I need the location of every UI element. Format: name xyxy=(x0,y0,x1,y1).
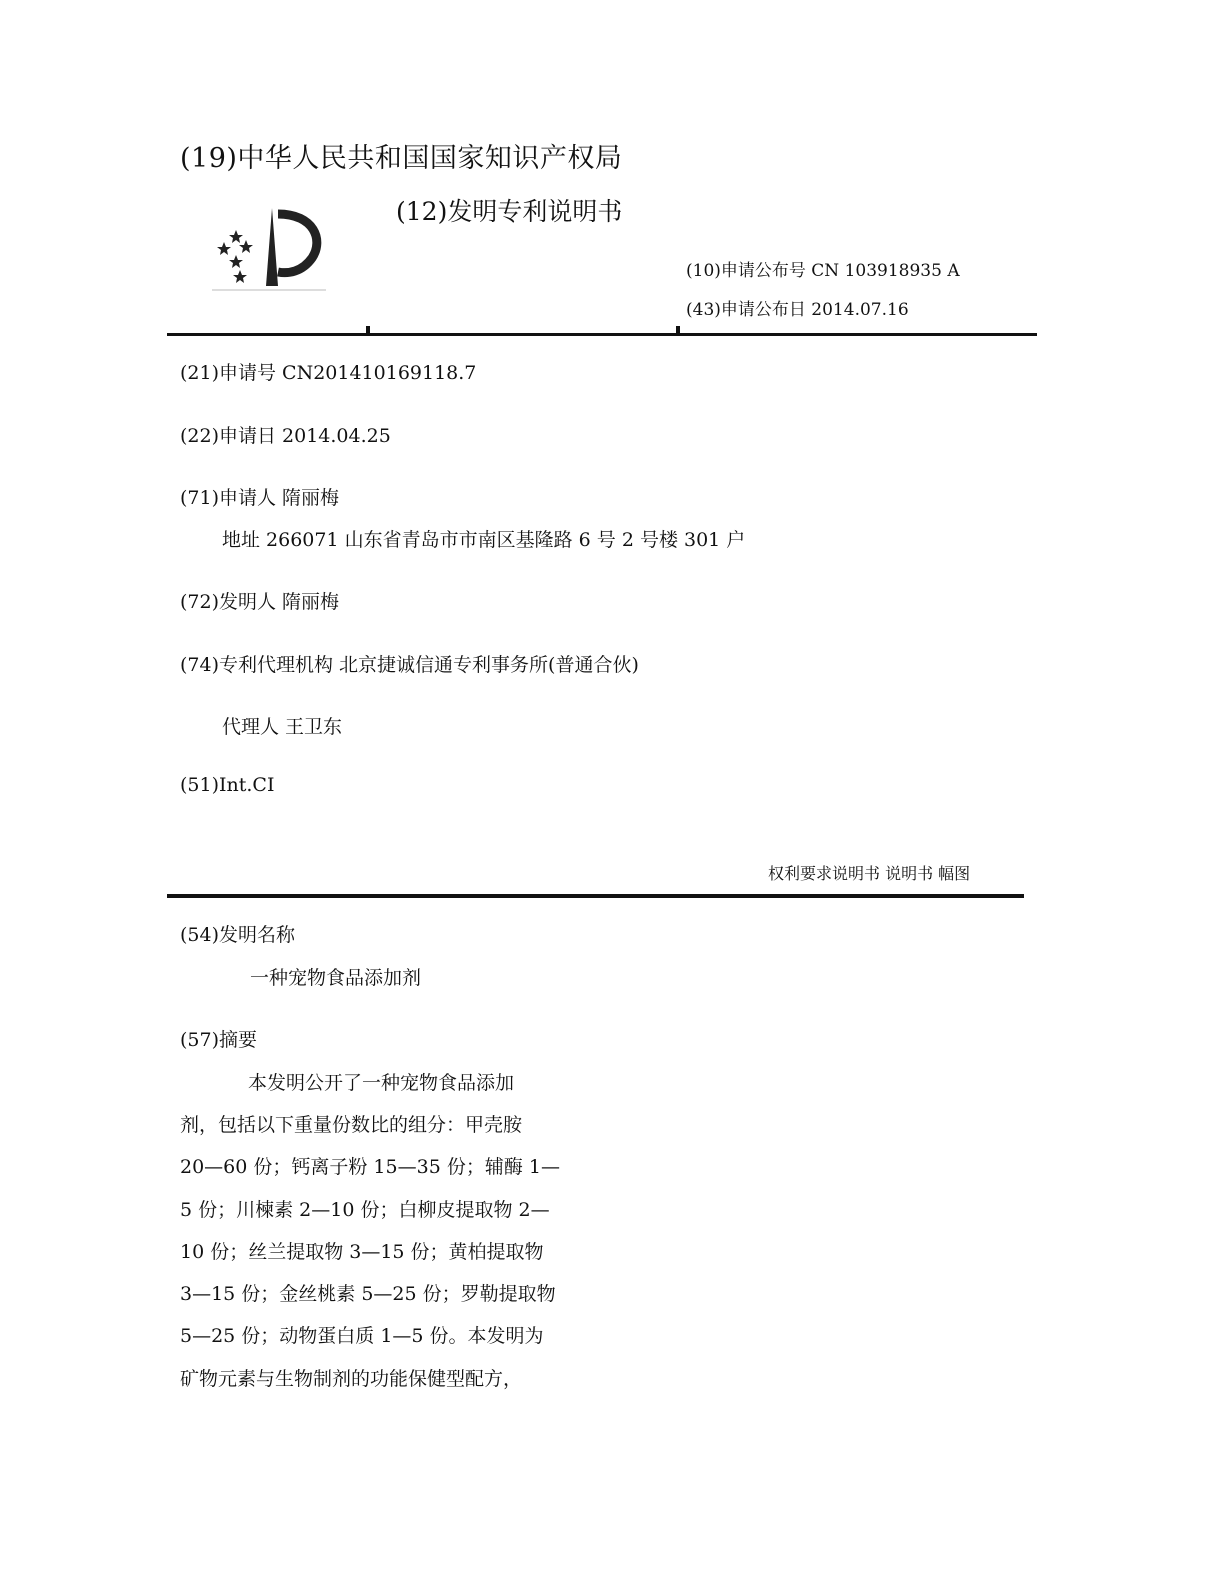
abstract-label: (57)摘要 xyxy=(180,1029,258,1051)
int-classification: (51)Int.CI xyxy=(180,774,275,796)
patent-agent: 代理人 王卫东 xyxy=(222,716,343,738)
patent-agency: (74)专利代理机构 北京捷诚信通专利事务所(普通合伙) xyxy=(180,654,639,676)
invention-title: 一种宠物食品添加剂 xyxy=(250,967,422,989)
divider-tick xyxy=(366,326,370,335)
header-divider xyxy=(167,333,1037,336)
document-type: (12)发明专利说明书 xyxy=(396,197,623,226)
abstract-line: 3—15 份；金丝桃素 5—25 份；罗勒提取物 xyxy=(180,1283,556,1305)
document-parts: 权利要求说明书 说明书 幅图 xyxy=(768,864,971,883)
application-number: (21)申请号 CN201410169118.7 xyxy=(180,362,477,384)
invention-title-label: (54)发明名称 xyxy=(180,924,296,946)
abstract-line: 本发明公开了一种宠物食品添加 xyxy=(248,1072,515,1094)
abstract-line: 5 份；川楝素 2—10 份；白柳皮提取物 2— xyxy=(180,1199,550,1221)
cnipa-logo xyxy=(206,200,332,300)
abstract-line: 5—25 份；动物蛋白质 1—5 份。本发明为 xyxy=(180,1325,544,1347)
abstract-line: 20—60 份；钙离子粉 15—35 份；辅酶 1— xyxy=(180,1156,560,1178)
abstract-line: 矿物元素与生物制剂的功能保健型配方， xyxy=(180,1368,523,1390)
divider-tick xyxy=(676,326,680,335)
inventor: (72)发明人 隋丽梅 xyxy=(180,591,340,613)
publication-number: (10)申请公布号 CN 103918935 A xyxy=(686,261,960,281)
publication-date: (43)申请公布日 2014.07.16 xyxy=(686,300,909,320)
applicant-address: 地址 266071 山东省青岛市市南区基隆路 6 号 2 号楼 301 户 xyxy=(222,529,746,551)
applicant: (71)申请人 隋丽梅 xyxy=(180,487,340,509)
abstract-line: 剂，包括以下重量份数比的组分：甲壳胺 xyxy=(180,1114,523,1136)
issuing-office: (19)中华人民共和国国家知识产权局 xyxy=(180,143,623,174)
abstract-line: 10 份；丝兰提取物 3—15 份；黄柏提取物 xyxy=(180,1241,544,1263)
section-divider xyxy=(167,894,1024,898)
application-date: (22)申请日 2014.04.25 xyxy=(180,425,391,447)
